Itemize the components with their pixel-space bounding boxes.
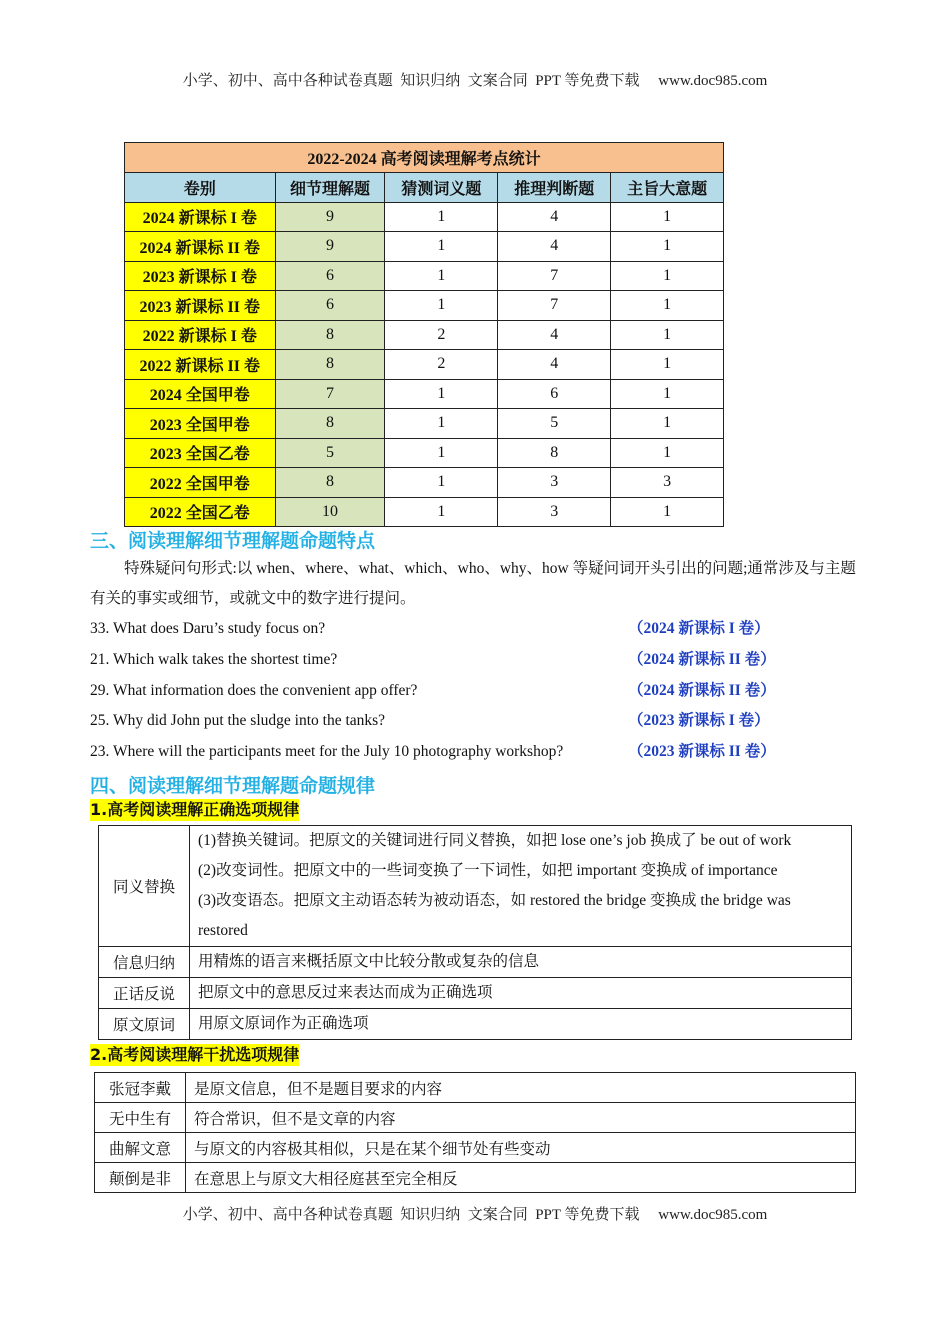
question-text: 23. Where will the participants meet for the July 10 photography workshop?: [90, 743, 564, 761]
question-row: [90, 645, 862, 676]
subheading-distractors: 2.高考阅读理解干扰选项规律: [90, 1045, 300, 1065]
count-cell: 1: [385, 232, 498, 262]
question-source: （2024 新课标 II 卷）: [628, 681, 776, 699]
table-row: [95, 1103, 856, 1133]
column-header: 主旨大意题: [611, 173, 724, 203]
section4-heading: 四、阅读理解细节理解题命题规律: [90, 775, 376, 798]
rule-line: 把原文中的意思反过来表达而成为正确选项: [198, 984, 493, 1002]
distractor-description: 在意思上与原文大相径庭甚至完全相反: [186, 1163, 856, 1193]
count-cell: 7: [275, 379, 385, 409]
count-cell: 3: [498, 497, 611, 527]
rule-line: (2)改变词性。把原文中的一些词变换了一下词性，如把 important 变换成 of importance: [198, 862, 778, 880]
question-source: （2023 新课标 I 卷）: [628, 712, 770, 730]
paper-name-cell: 2024 全国甲卷: [125, 379, 276, 409]
rule-name: 原文原词: [99, 1009, 190, 1040]
column-header: 卷别: [125, 173, 276, 203]
question-source: （2024 新课标 I 卷）: [628, 620, 770, 638]
question-row: [90, 614, 862, 645]
table-row: [95, 1133, 856, 1163]
rule-description: [190, 826, 852, 947]
rule-line: 用精炼的语言来概括原文中比较分散或复杂的信息: [198, 953, 540, 971]
table-row: [99, 1009, 852, 1040]
count-cell: 1: [611, 232, 724, 262]
table-row: [125, 379, 724, 409]
table-row: [125, 320, 724, 350]
count-cell: 1: [611, 202, 724, 232]
paper-name-cell: 2024 新课标 II 卷: [125, 232, 276, 262]
question-text: 29. What information does the convenient app offer?: [90, 681, 418, 699]
count-cell: 3: [611, 468, 724, 498]
rule-line: (3)改变语态。把原文主动语态转为被动语态，如 restored the bridge 变换成 the bridge was restored: [198, 892, 791, 940]
count-cell: 6: [275, 291, 385, 321]
correct-options-table: [98, 825, 852, 1040]
count-cell: 9: [275, 232, 385, 262]
distractor-type: 张冠李戴: [95, 1073, 186, 1103]
paper-name-cell: 2022 全国甲卷: [125, 468, 276, 498]
table-row: [125, 291, 724, 321]
question-text: 21. Which walk takes the shortest time?: [90, 651, 338, 669]
table-row: [125, 409, 724, 439]
table-title: 2022-2024 高考阅读理解考点统计: [125, 143, 724, 173]
count-cell: 1: [385, 468, 498, 498]
count-cell: 8: [275, 409, 385, 439]
page-header: 小学、初中、高中各种试卷真题 知识归纳 文案合同 PPT 等免费下载 www.doc985.com: [182, 73, 768, 89]
rule-name: 同义替换: [99, 826, 190, 947]
column-header: 细节理解题: [275, 173, 385, 203]
subheading-correct: 1.高考阅读理解正确选项规律: [90, 800, 300, 820]
distractor-type: 曲解文意: [95, 1133, 186, 1163]
paper-name-cell: 2023 全国乙卷: [125, 438, 276, 468]
paper-name-cell: 2023 全国甲卷: [125, 409, 276, 439]
paper-name-cell: 2023 新课标 I 卷: [125, 261, 276, 291]
question-row: [90, 675, 862, 706]
table-row: [125, 438, 724, 468]
section3-heading: 三、阅读理解细节理解题命题特点: [90, 530, 376, 552]
count-cell: 1: [611, 438, 724, 468]
column-header: 猜测词义题: [385, 173, 498, 203]
count-cell: 1: [385, 261, 498, 291]
rule-description: [190, 978, 852, 1009]
distractor-table: [94, 1072, 856, 1193]
count-cell: 4: [498, 202, 611, 232]
count-cell: 1: [611, 379, 724, 409]
distractor-description: 符合常识，但不是文章的内容: [186, 1103, 856, 1133]
count-cell: 5: [498, 409, 611, 439]
count-cell: 4: [498, 350, 611, 380]
count-cell: 1: [385, 497, 498, 527]
count-cell: 4: [498, 320, 611, 350]
count-cell: 2: [385, 350, 498, 380]
count-cell: 3: [498, 468, 611, 498]
table-row: [125, 350, 724, 380]
count-cell: 8: [275, 320, 385, 350]
count-cell: 8: [275, 468, 385, 498]
paper-name-cell: 2023 新课标 II 卷: [125, 291, 276, 321]
rule-name: 信息归纳: [99, 947, 190, 978]
count-cell: 1: [611, 350, 724, 380]
question-row: [90, 706, 862, 737]
count-cell: 8: [498, 438, 611, 468]
count-cell: 1: [385, 379, 498, 409]
section3-intro: 特殊疑问句形式:以 when、where、what、which、who、why、how 等疑问词开头引出的问题;通常涉及与主题有关的事实或细节，或就文中的数字进行提问。: [90, 560, 856, 607]
rule-description: [190, 1009, 852, 1040]
count-cell: 1: [611, 291, 724, 321]
paper-name-cell: 2022 新课标 I 卷: [125, 320, 276, 350]
stats-table: [124, 142, 724, 527]
question-row: [90, 737, 862, 768]
page-footer: 小学、初中、高中各种试卷真题 知识归纳 文案合同 PPT 等免费下载 www.doc985.com: [182, 1207, 768, 1224]
table-row: [125, 468, 724, 498]
table-row: [99, 978, 852, 1009]
distractor-description: 是原文信息，但不是题目要求的内容: [186, 1073, 856, 1103]
table-row: [95, 1163, 856, 1193]
table-row: [125, 261, 724, 291]
count-cell: 7: [498, 291, 611, 321]
question-source: （2023 新课标 II 卷）: [628, 743, 776, 761]
table-row: [125, 202, 724, 232]
count-cell: 1: [385, 409, 498, 439]
count-cell: 1: [385, 291, 498, 321]
rule-name: 正话反说: [99, 978, 190, 1009]
count-cell: 1: [385, 202, 498, 232]
table-row: [99, 947, 852, 978]
distractor-type: 无中生有: [95, 1103, 186, 1133]
count-cell: 9: [275, 202, 385, 232]
count-cell: 1: [611, 497, 724, 527]
paper-name-cell: 2022 全国乙卷: [125, 497, 276, 527]
table-row: [125, 232, 724, 262]
count-cell: 1: [611, 320, 724, 350]
distractor-type: 颠倒是非: [95, 1163, 186, 1193]
paper-name-cell: 2022 新课标 II 卷: [125, 350, 276, 380]
count-cell: 6: [498, 379, 611, 409]
paper-name-cell: 2024 新课标 I 卷: [125, 202, 276, 232]
count-cell: 1: [385, 438, 498, 468]
column-header: 推理判断题: [498, 173, 611, 203]
count-cell: 7: [498, 261, 611, 291]
count-cell: 1: [611, 409, 724, 439]
table-row: [95, 1073, 856, 1103]
distractor-description: 与原文的内容极其相似，只是在某个细节处有些变动: [186, 1133, 856, 1163]
question-list: [90, 614, 862, 767]
count-cell: 1: [611, 261, 724, 291]
table-row: [125, 497, 724, 527]
question-text: 25. Why did John put the sludge into the tanks?: [90, 712, 386, 730]
count-cell: 2: [385, 320, 498, 350]
question-text: 33. What does Daru’s study focus on?: [90, 620, 326, 638]
rule-line: 用原文原词作为正确选项: [198, 1015, 369, 1033]
content-flow: [90, 528, 862, 1224]
question-source: （2024 新课标 II 卷）: [628, 651, 776, 669]
table-row: [99, 826, 852, 947]
count-cell: 10: [275, 497, 385, 527]
count-cell: 8: [275, 350, 385, 380]
count-cell: 5: [275, 438, 385, 468]
rule-description: [190, 947, 852, 978]
rule-line: (1)替换关键词。把原文的关键词进行同义替换，如把 lose one’s job 换成了 be out of work: [198, 832, 792, 850]
count-cell: 6: [275, 261, 385, 291]
count-cell: 4: [498, 232, 611, 262]
